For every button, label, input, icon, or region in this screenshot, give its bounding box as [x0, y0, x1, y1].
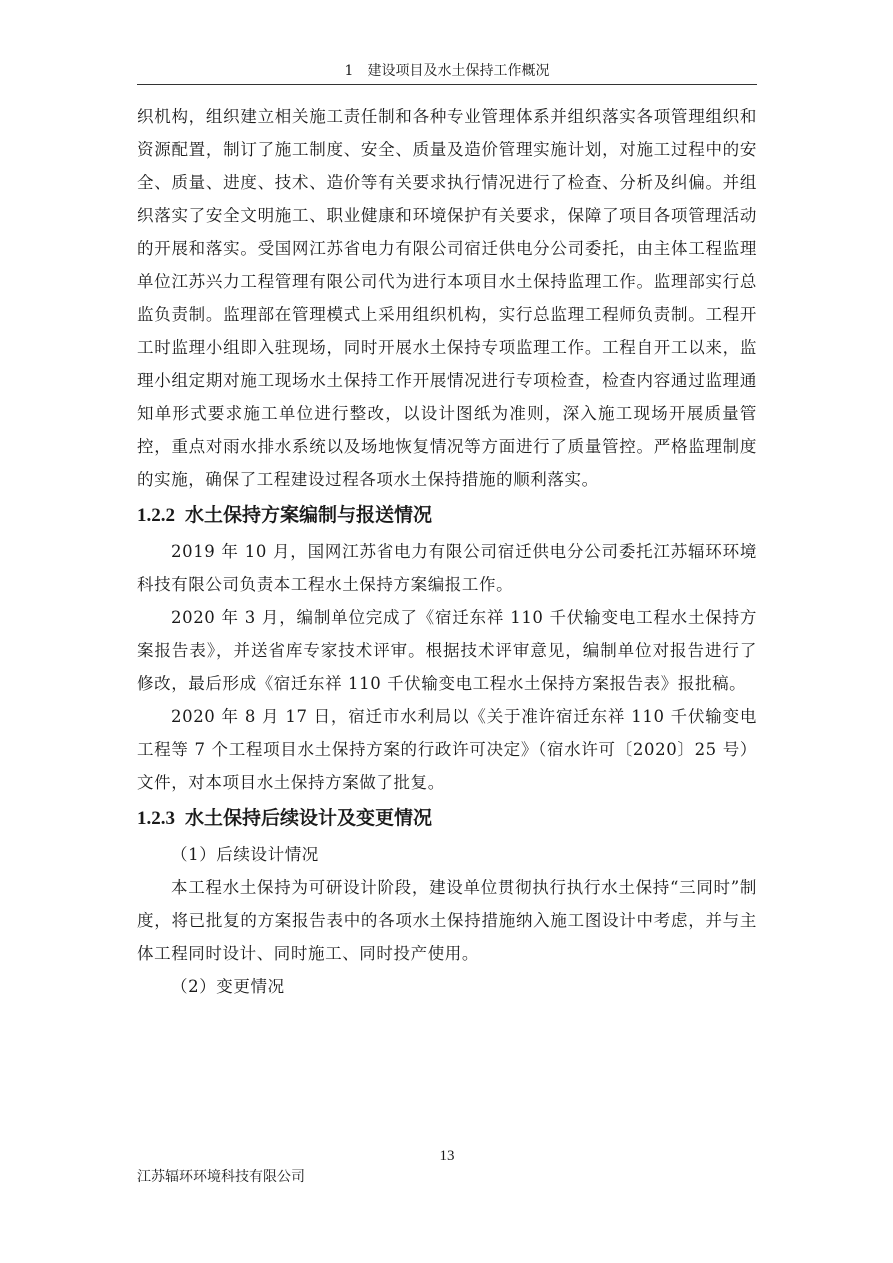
paragraph-plan-approval: 2020 年 8 月 17 日，宿迁市水利局以《关于准许宿迁东祥 110 千伏输变电工程等 7 个工程项目水土保持方案的行政许可决定》（宿水许可〔2020〕25 号）文件，对本项目水土保持方案做了批复。 — [137, 707, 757, 792]
page-header: 1 建设项目及水土保持工作概况 — [344, 63, 550, 79]
section-title: 水土保持方案编制与报送情况 — [185, 504, 433, 526]
paragraph-plan-commission: 2019 年 10 月，国网江苏省电力有限公司宿迁供电分公司委托江苏辐环环境科技有限公司负责本工程水土保持方案编报工作。 — [137, 542, 757, 594]
section-heading-1-2-3 — [137, 801, 757, 836]
paragraph-supervision: 织机构，组织建立相关施工责任制和各种专业管理体系并组织落实各项管理组织和资源配置，制订了施工制度、安全、质量及造价管理实施计划，对施工过程中的安全、质量、进度、技术、造价等有关要求执行情况进行了检查、分析及纠偏。并组织落实了安全文明施工、职业健康和环境保护有关要求，保障了项目各项管理活动的开展和落实。受国网江苏省电力有限公司宿迁供电分公司委托，由主体工程监理单位江苏兴力工程管理有限公司代为进行本项目水土保持监理工作。监理部实行总监负责制。监理部在管理模式上采用组织机构，实行总监理工程师负责制。工程开工时监理小组即入驻现场，同时开展水土保持专项监理工作。工程自开工以来，监理小组定期对施工现场水土保持工作开展情况进行专项检查，检查内容通过监理通知单形式要求施工单位进行整改，以设计图纸为准则，深入施工现场开展质量管控，重点对雨水排水系统以及场地恢复情况等方面进行了质量管控。严格监理制度的实施，确保了工程建设过程各项水土保持措施的顺利落实。 — [137, 107, 757, 489]
section-heading-1-2-2 — [137, 498, 757, 533]
subheading-followup-design: （1）后续设计情况 — [171, 845, 319, 864]
section-number: 1.2.2 — [137, 505, 175, 526]
section-title: 水土保持后续设计及变更情况 — [185, 807, 433, 829]
subheading-changes: （2）变更情况 — [171, 977, 285, 996]
paragraph-three-simultaneous: 本工程水土保持为可研设计阶段，建设单位贯彻执行执行水土保持“三同时”制度，将已批复的方案报告表中的各项水土保持措施纳入施工图设计中考虑，并与主体工程同时设计、同时施工、同时投产使用。 — [137, 878, 757, 963]
page-body — [137, 100, 757, 1003]
footer-company: 江苏辐环环境科技有限公司 — [137, 1169, 305, 1185]
paragraph-plan-review: 2020 年 3 月，编制单位完成了《宿迁东祥 110 千伏输变电工程水土保持方案报告表》，并送省库专家技术评审。根据技术评审意见，编制单位对报告进行了修改，最后形成《宿迁东祥 110 千伏输变电工程水土保持方案报告表》报批稿。 — [137, 608, 757, 693]
page-number: 13 — [439, 1148, 455, 1164]
header-divider — [137, 84, 757, 85]
section-number: 1.2.3 — [137, 808, 175, 829]
